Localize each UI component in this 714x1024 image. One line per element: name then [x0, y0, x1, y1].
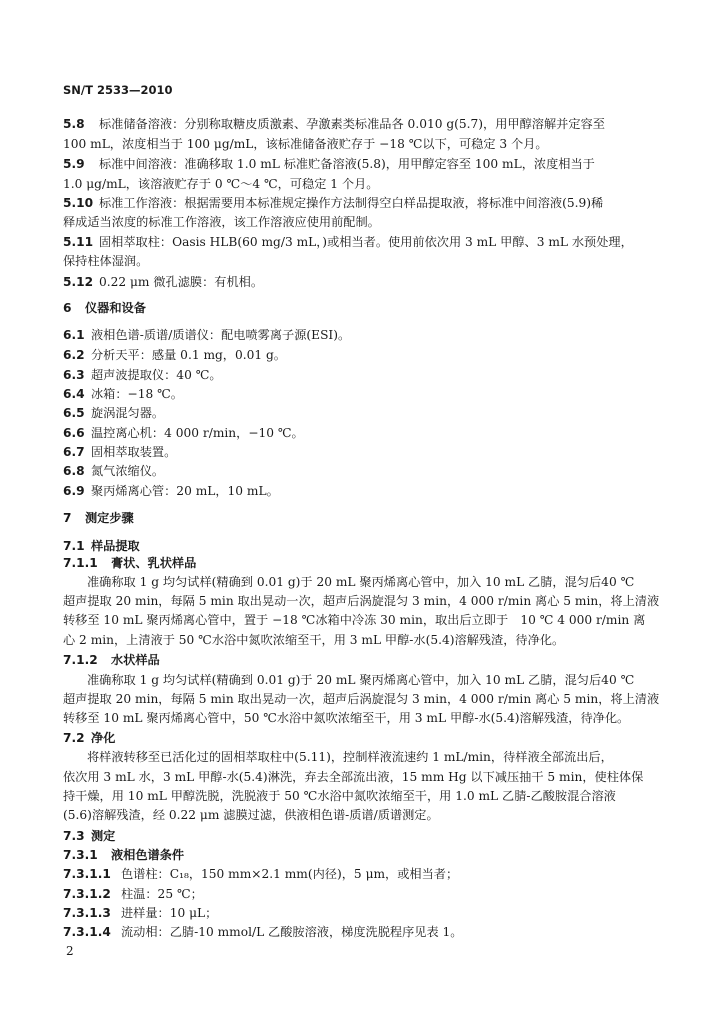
paragraph-line: 超声提取 20 min，每隔 5 min 取出晃动一次，超声后涡旋混匀 3 min，4 000 r/min 离心 5 min，将上清液 [63, 692, 660, 706]
document-header: SN/T 2533—2010 [63, 83, 173, 97]
item-number: 6.5 [63, 406, 85, 420]
subsection-7-1-heading [63, 539, 653, 553]
item-5-10-line1 [63, 196, 653, 210]
item-number: 7.3.1.4 [63, 925, 111, 939]
item-text: 流动相：乙腈-10 mmol/L 乙酸胺溶液，梯度洗脱程序见表 1。 [121, 925, 463, 939]
item-5-8-line1 [63, 117, 653, 131]
item-6-4 [63, 387, 653, 401]
section-number: 7.3.1 [63, 848, 98, 862]
item-text: 进样量：10 μL； [121, 906, 218, 920]
paragraph-line: 依次用 3 mL 水，3 mL 甲醇-水(5.4)淋洗，弃去全部流出液，15 mm Hg 以下减压抽干 5 min，使柱体保 [63, 770, 644, 784]
item-number: 6.2 [63, 348, 85, 362]
item-7-3-1-4 [63, 925, 653, 939]
paragraph-line: 将样液转移至已活化过的固相萃取柱中(5.11)，控制样液流速约 1 mL/min，待样液全部流出后， [87, 750, 613, 764]
item-6-1 [63, 328, 653, 342]
paragraph-line: 心 2 min，上清液于 50 ℃水浴中氮吹浓缩至干，用 3 mL 甲醇-水(5.4)溶解残渣，待净化。 [63, 633, 565, 647]
section-number: 7.3 [63, 829, 85, 843]
section-title: 仪器和设备 [85, 301, 146, 315]
section-title: 水状样品 [111, 653, 160, 667]
item-5-8-line2: 100 mL，浓度相当于 100 μg/mL，该标准储备液贮存于 −18 ℃以下，可稳定 3 个月。 [63, 137, 548, 151]
item-5-9-line1 [63, 157, 653, 171]
item-6-2 [63, 348, 653, 362]
section-title: 测定步骤 [85, 511, 134, 525]
paragraph-line: 转移至 10 mL 聚丙烯离心管中，50 ℃水浴中氮吹浓缩至干，用 3 mL 甲醇-水(5.4)溶解残渣，待净化。 [63, 711, 630, 725]
item-6-9 [63, 484, 653, 498]
page-number: 2 [66, 944, 74, 958]
section-title: 测定 [91, 829, 116, 843]
item-number: 6.3 [63, 368, 85, 382]
section-title: 膏状、乳状样品 [111, 556, 197, 570]
item-text: 0.22 μm 微孔滤膜：有机相。 [99, 275, 264, 289]
paragraph-line: 超声提取 20 min，每隔 5 min 取出晃动一次，超声后涡旋混匀 3 min，4 000 r/min 离心 5 min，将上清液 [63, 594, 660, 608]
item-text: 液相色谱-质谱/质谱仪：配电喷雾离子源(ESI)。 [91, 328, 351, 342]
item-text: 固相萃取柱：Oasis HLB(60 mg/3 mL，)或相当者。使用前依次用 3 mL 甲醇、3 mL 水预处理， [99, 235, 633, 249]
item-number: 7.3.1.2 [63, 887, 111, 901]
item-text: 聚丙烯离心管：20 mL，10 mL。 [91, 484, 279, 498]
item-7-3-1-2 [63, 887, 653, 901]
subsection-7-1-2-heading [63, 653, 653, 667]
item-number: 5.11 [63, 235, 94, 249]
section-7-heading [63, 511, 653, 525]
item-text: 标准中间溶液：准确移取 1.0 mL 标准贮备溶液(5.8)，用甲醇定容至 100 mL，浓度相当于 [99, 157, 595, 171]
section-title: 净化 [91, 731, 116, 745]
section-title: 液相色谱条件 [111, 848, 185, 862]
item-5-9-line2: 1.0 μg/mL，该溶液贮存于 0 ℃～4 ℃，可稳定 1 个月。 [63, 177, 379, 191]
paragraph-line: 准确称取 1 g 均匀试样(精确到 0.01 g)于 20 mL 聚丙烯离心管中，加入 10 mL 乙腈，混匀后40 ℃ [87, 673, 635, 687]
subsection-7-1-1-heading [63, 556, 653, 570]
section-6-heading [63, 301, 653, 315]
item-5-12 [63, 275, 653, 289]
subsection-7-3-heading [63, 829, 653, 843]
item-5-11-line2: 保持柱体湿润。 [63, 254, 149, 268]
item-number: 6.6 [63, 426, 85, 440]
subsection-7-2-heading [63, 731, 653, 745]
item-number: 7.3.1.3 [63, 906, 111, 920]
section-number: 7.1.1 [63, 556, 98, 570]
item-number: 6.7 [63, 445, 85, 459]
item-number: 5.12 [63, 275, 94, 289]
paragraph-line: 转移至 10 mL 聚丙烯离心管中，置于 −18 ℃冰箱中冷冻 30 min，取出后立即于 10 ℃ 4 000 r/min 离 [63, 613, 646, 627]
item-text: 色谱柱：C₁₈，150 mm×2.1 mm(内径)，5 μm，或相当者； [121, 867, 459, 881]
item-number: 6.8 [63, 464, 85, 478]
item-5-11-line1 [63, 235, 653, 249]
item-6-5 [63, 406, 653, 420]
item-text: 旋涡混匀器。 [91, 406, 165, 420]
item-6-3 [63, 368, 653, 382]
item-text: 氮气浓缩仪。 [91, 464, 165, 478]
paragraph-line: 持干燥，用 10 mL 甲醇洗脱，洗脱液于 50 ℃水浴中氮吹浓缩至干，用 1.0 mL 乙腈-乙酸胺混合溶液 [63, 789, 616, 803]
item-number: 5.8 [63, 117, 85, 131]
item-number: 5.10 [63, 196, 94, 210]
item-text: 冰箱：−18 ℃。 [91, 387, 183, 401]
section-number: 7 [63, 511, 72, 525]
item-number: 6.4 [63, 387, 85, 401]
section-number: 7.1 [63, 539, 85, 553]
item-text: 分析天平：感量 0.1 mg，0.01 g。 [91, 348, 286, 362]
item-text: 固相萃取装置。 [91, 445, 177, 459]
item-number: 6.9 [63, 484, 85, 498]
subsection-7-3-1-heading [63, 848, 653, 862]
item-text: 柱温：25 ℃； [121, 887, 203, 901]
section-number: 7.2 [63, 731, 85, 745]
paragraph-line: (5.6)溶解残渣，经 0.22 μm 滤膜过滤，供液相色谱-质谱/质谱测定。 [63, 808, 439, 822]
item-text: 超声波提取仪：40 ℃。 [91, 368, 222, 382]
item-6-7 [63, 445, 653, 459]
paragraph-line: 准确称取 1 g 均匀试样(精确到 0.01 g)于 20 mL 聚丙烯离心管中，加入 10 mL 乙腈，混匀后40 ℃ [87, 575, 635, 589]
item-text: 标准储备溶液：分别称取糖皮质激素、孕激素类标准品各 0.010 g(5.7)，用甲醇溶解并定容至 [99, 117, 605, 131]
item-7-3-1-1 [63, 867, 653, 881]
item-text: 标准工作溶液：根据需要用本标准规定操作方法制得空白样品提取液，将标准中间溶液(5.9)稀 [99, 196, 604, 210]
section-number: 7.1.2 [63, 653, 98, 667]
item-6-6 [63, 426, 653, 440]
item-number: 6.1 [63, 328, 85, 342]
item-text: 温控离心机：4 000 r/min，−10 ℃。 [91, 426, 304, 440]
item-5-10-line2: 释成适当浓度的标准工作溶液，该工作溶液应使用前配制。 [63, 215, 380, 229]
item-number: 5.9 [63, 157, 85, 171]
section-number: 6 [63, 301, 72, 315]
item-6-8 [63, 464, 653, 478]
section-title: 样品提取 [91, 539, 140, 553]
item-number: 7.3.1.1 [63, 867, 111, 881]
item-7-3-1-3 [63, 906, 653, 920]
